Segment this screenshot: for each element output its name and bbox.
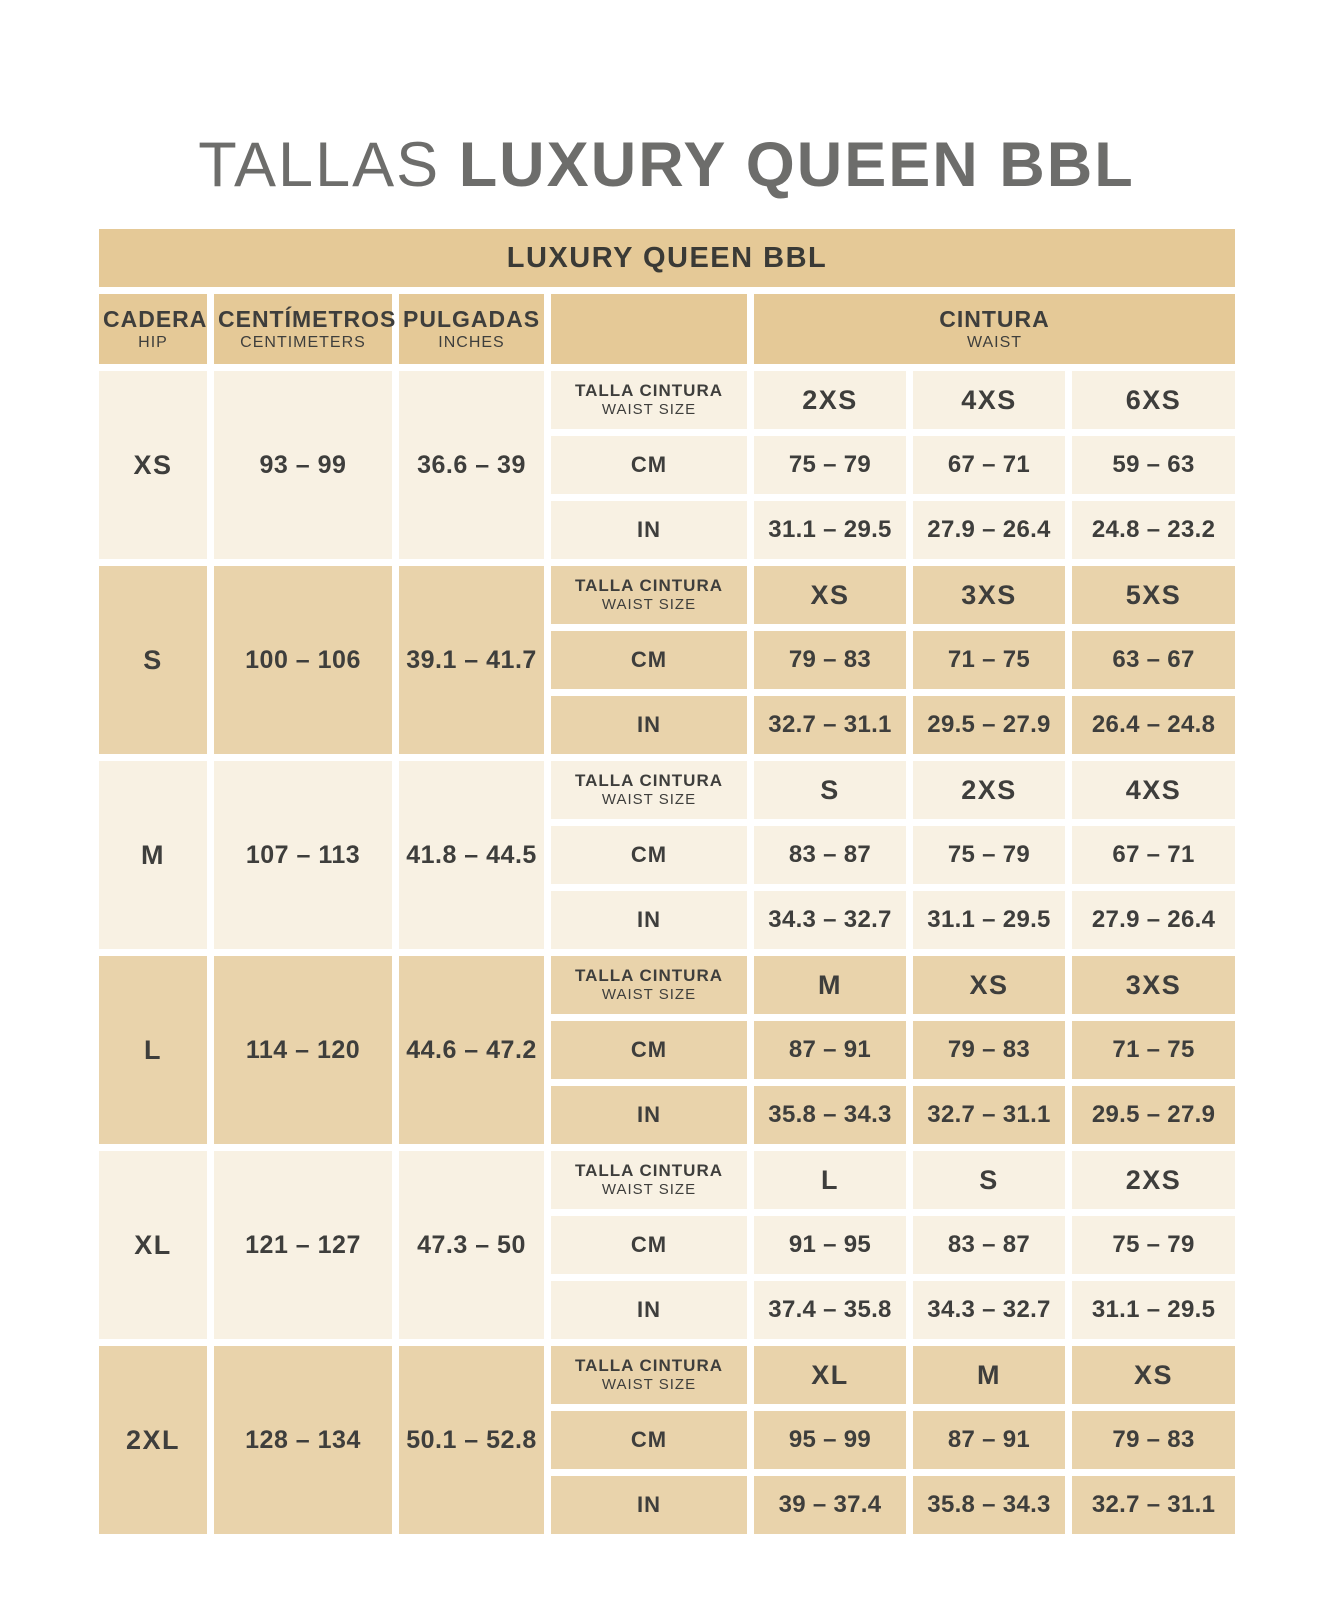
waist-in-value-XS-1: 27.9 – 26.4 bbox=[913, 501, 1065, 559]
waist-cm-value-XS-1: 67 – 71 bbox=[913, 436, 1065, 494]
hip-cm-cell-L: 114 – 120 bbox=[214, 956, 392, 1144]
waist-size-label-main: TALLA CINTURA bbox=[574, 576, 724, 596]
header-hip-main: CADERA bbox=[103, 306, 208, 333]
waist-size-value-XS-1: 4XS bbox=[913, 371, 1065, 429]
waist-in-value-L-2: 29.5 – 27.9 bbox=[1072, 1086, 1235, 1144]
waist-in-value-S-1: 29.5 – 27.9 bbox=[913, 696, 1065, 754]
waist-size-value-S-1: 3XS bbox=[913, 566, 1065, 624]
header-inches-main: PULGADAS bbox=[403, 306, 541, 333]
waist-size-value-L-1: XS bbox=[913, 956, 1065, 1014]
waist-size-value-2XL-0: XL bbox=[754, 1346, 906, 1404]
waist-cm-value-XL-0: 91 – 95 bbox=[754, 1216, 906, 1274]
waist-size-label-L bbox=[551, 956, 747, 1014]
in-label-2XL: IN bbox=[551, 1476, 747, 1534]
waist-in-value-XS-2: 24.8 – 23.2 bbox=[1072, 501, 1235, 559]
waist-size-value-XL-1: S bbox=[913, 1151, 1065, 1209]
in-label-S: IN bbox=[551, 696, 747, 754]
waist-cm-value-XL-2: 75 – 79 bbox=[1072, 1216, 1235, 1274]
cm-label-L: CM bbox=[551, 1021, 747, 1079]
size-block-row-M-waist-size bbox=[99, 761, 1235, 819]
waist-size-label-M bbox=[551, 761, 747, 819]
hip-in-cell-M: 41.8 – 44.5 bbox=[399, 761, 544, 949]
waist-in-value-M-0: 34.3 – 32.7 bbox=[754, 891, 906, 949]
hip-size-cell-2XL: 2XL bbox=[99, 1346, 207, 1534]
header-centimeters-sub: CENTIMETERS bbox=[240, 333, 366, 351]
waist-size-label-XL bbox=[551, 1151, 747, 1209]
waist-size-value-2XL-1: M bbox=[913, 1346, 1065, 1404]
cm-label-XL: CM bbox=[551, 1216, 747, 1274]
waist-size-value-S-0: XS bbox=[754, 566, 906, 624]
waist-cm-value-2XL-0: 95 – 99 bbox=[754, 1411, 906, 1469]
size-block-row-XL-waist-size bbox=[99, 1151, 1235, 1209]
waist-in-value-L-1: 32.7 – 31.1 bbox=[913, 1086, 1065, 1144]
waist-size-value-S-2: 5XS bbox=[1072, 566, 1235, 624]
waist-in-value-2XL-1: 35.8 – 34.3 bbox=[913, 1476, 1065, 1534]
waist-in-value-XL-0: 37.4 – 35.8 bbox=[754, 1281, 906, 1339]
page-title-light: TALLAS bbox=[198, 130, 441, 200]
hip-size-cell-XL: XL bbox=[99, 1151, 207, 1339]
page-title-bold: LUXURY QUEEN BBL bbox=[458, 130, 1135, 200]
hip-cm-cell-2XL: 128 – 134 bbox=[214, 1346, 392, 1534]
hip-cm-cell-XL: 121 – 127 bbox=[214, 1151, 392, 1339]
size-block-row-XS-waist-size bbox=[99, 371, 1235, 429]
waist-size-label-sub: WAIST SIZE bbox=[601, 1181, 697, 1199]
column-header-row bbox=[99, 294, 1235, 364]
waist-cm-value-L-2: 71 – 75 bbox=[1072, 1021, 1235, 1079]
waist-size-value-M-1: 2XS bbox=[913, 761, 1065, 819]
header-inches bbox=[399, 294, 544, 364]
hip-in-cell-XS: 36.6 – 39 bbox=[399, 371, 544, 559]
hip-cm-cell-S: 100 – 106 bbox=[214, 566, 392, 754]
waist-in-value-XS-0: 31.1 – 29.5 bbox=[754, 501, 906, 559]
header-hip-sub: HIP bbox=[138, 333, 168, 351]
waist-size-label-sub: WAIST SIZE bbox=[601, 986, 697, 1004]
waist-in-value-S-2: 26.4 – 24.8 bbox=[1072, 696, 1235, 754]
waist-size-value-L-0: M bbox=[754, 956, 906, 1014]
cm-label-2XL: CM bbox=[551, 1411, 747, 1469]
waist-size-label-sub: WAIST SIZE bbox=[601, 596, 697, 614]
header-inches-sub: INCHES bbox=[438, 333, 505, 351]
hip-size-cell-S: S bbox=[99, 566, 207, 754]
waist-size-label-main: TALLA CINTURA bbox=[574, 771, 724, 791]
waist-cm-value-L-1: 79 – 83 bbox=[913, 1021, 1065, 1079]
waist-size-label-sub: WAIST SIZE bbox=[601, 1376, 697, 1394]
in-label-L: IN bbox=[551, 1086, 747, 1144]
cm-label-M: CM bbox=[551, 826, 747, 884]
hip-size-cell-L: L bbox=[99, 956, 207, 1144]
waist-cm-value-M-2: 67 – 71 bbox=[1072, 826, 1235, 884]
waist-cm-value-2XL-1: 87 – 91 bbox=[913, 1411, 1065, 1469]
waist-in-value-2XL-2: 32.7 – 31.1 bbox=[1072, 1476, 1235, 1534]
table-title-cell: LUXURY QUEEN BBL bbox=[99, 229, 1235, 287]
waist-in-value-M-2: 27.9 – 26.4 bbox=[1072, 891, 1235, 949]
header-centimeters-main: CENTÍMETROS bbox=[218, 306, 397, 333]
hip-in-cell-L: 44.6 – 47.2 bbox=[399, 956, 544, 1144]
waist-size-value-XL-0: L bbox=[754, 1151, 906, 1209]
waist-cm-value-S-2: 63 – 67 bbox=[1072, 631, 1235, 689]
hip-size-cell-M: M bbox=[99, 761, 207, 949]
waist-size-value-M-2: 4XS bbox=[1072, 761, 1235, 819]
table-title-row bbox=[99, 229, 1235, 287]
size-block-row-S-waist-size bbox=[99, 566, 1235, 624]
page-title bbox=[0, 0, 1333, 198]
waist-size-label-sub: WAIST SIZE bbox=[601, 401, 697, 419]
waist-size-value-L-2: 3XS bbox=[1072, 956, 1235, 1014]
waist-size-label-XS bbox=[551, 371, 747, 429]
waist-size-value-M-0: S bbox=[754, 761, 906, 819]
waist-in-value-2XL-0: 39 – 37.4 bbox=[754, 1476, 906, 1534]
waist-size-label-S bbox=[551, 566, 747, 624]
header-centimeters bbox=[214, 294, 397, 364]
header-waist-main: CINTURA bbox=[939, 306, 1050, 333]
waist-in-value-L-0: 35.8 – 34.3 bbox=[754, 1086, 906, 1144]
waist-size-value-2XL-2: XS bbox=[1072, 1346, 1235, 1404]
hip-size-cell-XS: XS bbox=[99, 371, 207, 559]
waist-cm-value-M-0: 83 – 87 bbox=[754, 826, 906, 884]
header-spacer-cell bbox=[551, 294, 747, 364]
size-block-row-L-waist-size bbox=[99, 956, 1235, 1014]
waist-size-label-2XL bbox=[551, 1346, 747, 1404]
header-waist-sub: WAIST bbox=[966, 333, 1023, 351]
hip-in-cell-S: 39.1 – 41.7 bbox=[399, 566, 544, 754]
waist-cm-value-M-1: 75 – 79 bbox=[913, 826, 1065, 884]
waist-in-value-M-1: 31.1 – 29.5 bbox=[913, 891, 1065, 949]
hip-cm-cell-XS: 93 – 99 bbox=[214, 371, 392, 559]
header-waist bbox=[754, 294, 1235, 364]
waist-cm-value-S-0: 79 – 83 bbox=[754, 631, 906, 689]
waist-cm-value-XS-2: 59 – 63 bbox=[1072, 436, 1235, 494]
waist-size-value-XL-2: 2XS bbox=[1072, 1151, 1235, 1209]
waist-in-value-S-0: 32.7 – 31.1 bbox=[754, 696, 906, 754]
in-label-XS: IN bbox=[551, 501, 747, 559]
waist-in-value-XL-1: 34.3 – 32.7 bbox=[913, 1281, 1065, 1339]
size-chart-table bbox=[92, 222, 1242, 1541]
waist-size-value-XS-2: 6XS bbox=[1072, 371, 1235, 429]
waist-cm-value-2XL-2: 79 – 83 bbox=[1072, 1411, 1235, 1469]
in-label-XL: IN bbox=[551, 1281, 747, 1339]
waist-cm-value-S-1: 71 – 75 bbox=[913, 631, 1065, 689]
waist-cm-value-XS-0: 75 – 79 bbox=[754, 436, 906, 494]
hip-cm-cell-M: 107 – 113 bbox=[214, 761, 392, 949]
cm-label-XS: CM bbox=[551, 436, 747, 494]
cm-label-S: CM bbox=[551, 631, 747, 689]
waist-size-label-main: TALLA CINTURA bbox=[574, 966, 724, 986]
hip-in-cell-XL: 47.3 – 50 bbox=[399, 1151, 544, 1339]
in-label-M: IN bbox=[551, 891, 747, 949]
waist-size-label-main: TALLA CINTURA bbox=[574, 381, 724, 401]
header-hip bbox=[99, 294, 207, 364]
waist-size-label-sub: WAIST SIZE bbox=[601, 791, 697, 809]
waist-in-value-XL-2: 31.1 – 29.5 bbox=[1072, 1281, 1235, 1339]
size-block-row-2XL-waist-size bbox=[99, 1346, 1235, 1404]
waist-cm-value-L-0: 87 – 91 bbox=[754, 1021, 906, 1079]
hip-in-cell-2XL: 50.1 – 52.8 bbox=[399, 1346, 544, 1534]
waist-cm-value-XL-1: 83 – 87 bbox=[913, 1216, 1065, 1274]
waist-size-label-main: TALLA CINTURA bbox=[574, 1356, 724, 1376]
waist-size-value-XS-0: 2XS bbox=[754, 371, 906, 429]
waist-size-label-main: TALLA CINTURA bbox=[574, 1161, 724, 1181]
